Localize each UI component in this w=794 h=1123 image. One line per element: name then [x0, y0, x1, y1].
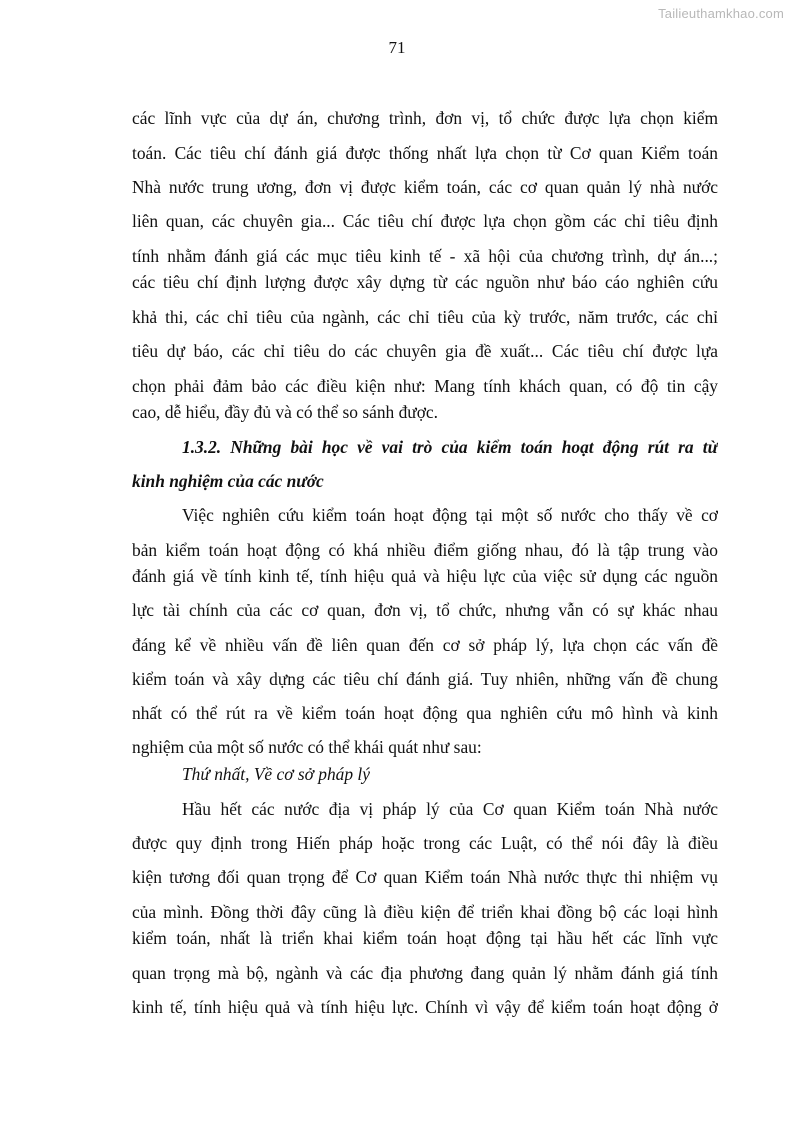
body-line: quan trọng mà bộ, ngành và các địa phương đang quản lý nhằm đánh giá tính [132, 963, 718, 983]
body-line: Hầu hết các nước địa vị pháp lý của Cơ quan Kiểm toán Nhà nước [182, 799, 718, 819]
section-heading-line: 1.3.2. Những bài học về vai trò của kiểm toán hoạt động rút ra từ [182, 437, 718, 457]
body-line: tiêu dự báo, các chỉ tiêu do các chuyên gia đề xuất... Các tiêu chí được lựa [132, 341, 718, 361]
body-line: khả thi, các chỉ tiêu của ngành, các chỉ tiêu của kỳ trước, năm trước, các chỉ [132, 307, 718, 327]
body-line: kiểm toán và xây dựng các tiêu chí đánh giá. Tuy nhiên, những vấn đề chung [132, 669, 718, 689]
body-line: nghiệm của một số nước có thể khái quát như sau: [132, 737, 482, 757]
body-line: tính nhằm đánh giá các mục tiêu kinh tế - xã hội của chương trình, dự án...; [132, 246, 718, 266]
body-line: Việc nghiên cứu kiểm toán hoạt động tại một số nước cho thấy về cơ [182, 505, 718, 525]
body-line: nhất có thể rút ra về kiểm toán hoạt động qua nghiên cứu mô hình và kinh [132, 703, 718, 723]
body-line: đáng kể về nhiều vấn đề liên quan đến cơ sở pháp lý, lựa chọn các vấn đề [132, 635, 718, 655]
watermark: Tailieuthamkhao.com [658, 6, 784, 21]
body-line: cao, dễ hiểu, đầy đủ và có thể so sánh được. [132, 402, 438, 422]
body-line: Nhà nước trung ương, đơn vị được kiểm toán, các cơ quan quản lý nhà nước [132, 177, 718, 197]
body-line: kiện tương đối quan trọng để Cơ quan Kiểm toán Nhà nước thực thi nhiệm vụ [132, 867, 718, 887]
section-heading-line: kinh nghiệm của các nước [132, 471, 324, 491]
body-line: đánh giá về tính kinh tế, tính hiệu quả và hiệu lực của việc sử dụng các nguồn [132, 566, 718, 586]
body-line: bản kiểm toán hoạt động có khá nhiều điểm giống nhau, đó là tập trung vào [132, 540, 718, 560]
body-line: chọn phải đảm bảo các điều kiện như: Mang tính khách quan, có độ tin cậy [132, 376, 718, 396]
body-line: các lĩnh vực của dự án, chương trình, đơn vị, tổ chức được lựa chọn kiểm [132, 108, 718, 128]
body-line: các tiêu chí định lượng được xây dựng từ các nguồn như báo cáo nghiên cứu [132, 272, 718, 292]
body-line: toán. Các tiêu chí đánh giá được thống nhất lựa chọn từ Cơ quan Kiểm toán [132, 143, 718, 163]
page-number: 71 [388, 38, 406, 57]
body-line: của mình. Đồng thời đây cũng là điều kiện để triển khai đồng bộ các loại hình [132, 902, 718, 922]
body-line: được quy định trong Hiến pháp hoặc trong các Luật, có thể nói đây là điều [132, 833, 718, 853]
body-line: kinh tế, tính hiệu quả và tính hiệu lực. Chính vì vậy để kiểm toán hoạt động ở [132, 997, 718, 1017]
body-line: kiểm toán, nhất là triển khai kiểm toán hoạt động tại hầu hết các lĩnh vực [132, 928, 718, 948]
body-line: liên quan, các chuyên gia... Các tiêu chí được lựa chọn gồm các chỉ tiêu định [132, 211, 718, 231]
body-line: lực tài chính của các cơ quan, đơn vị, tổ chức, nhưng vẫn có sự khác nhau [132, 600, 718, 620]
subheading-line: Thứ nhất, Về cơ sở pháp lý [182, 764, 370, 784]
